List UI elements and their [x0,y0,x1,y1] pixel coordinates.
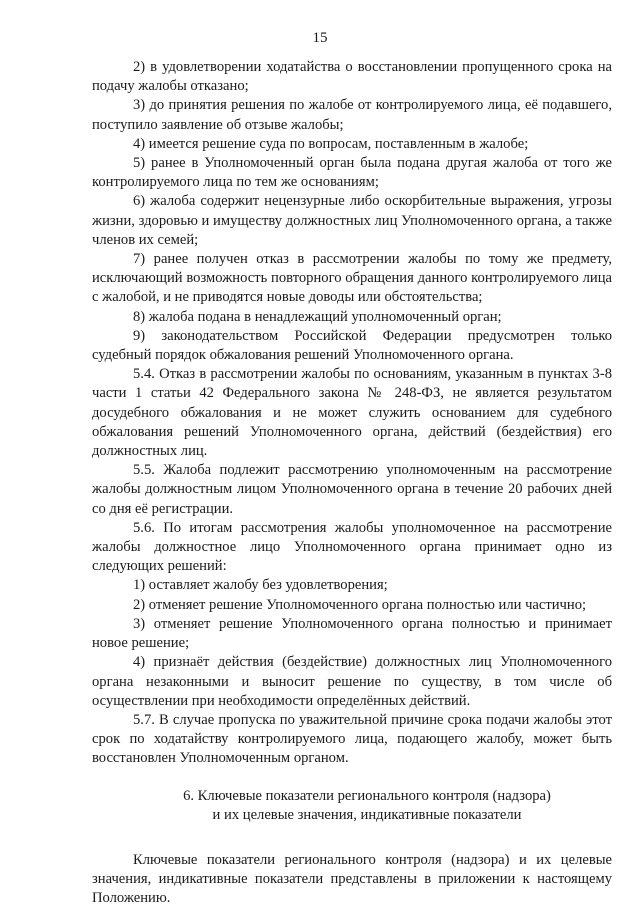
paragraph: 6) жалоба содержит нецензурные либо оскорбительные выражения, угрозы жизни, здоровью и имуществу должностных лиц Уполномоченного органа, а также членов их семей; [92,193,612,248]
paragraph: 4) имеется решение суда по вопросам, поставленным в жалобе; [133,135,529,152]
section-heading-line-2: и их целевые значения, индикативные показатели [212,806,522,823]
paragraph: 2) отменяет решение Уполномоченного органа полностью или частично; [133,596,587,613]
paragraph: Ключевые показатели регионального контроля (надзора) и их целевые значения, индикативные показатели представлены в приложении к настоящему Положению. [92,851,612,906]
section-heading-line-1: 6. Ключевые показатели регионального контроля (надзора) [183,787,551,804]
paragraph: 5.7. В случае пропуска по уважительной причине срока подачи жалобы этот срок по ходатайству контролируемого лица, подающего жалобу, может быть восстановлен Уполномоченным органом. [92,711,612,767]
paragraph: 8) жалоба подана в ненадлежащий уполномоченный орган; [133,308,502,325]
paragraph: 3) до принятия решения по жалобе от контролируемого лица, её подавшего, поступило заявление об отзыве жалобы; [92,97,612,133]
paragraph: 3) отменяет решение Уполномоченного органа полностью и принимает новое решение; [92,615,612,652]
paragraph: 7) ранее получен отказ в рассмотрении жалобы по тому же предмету, исключающий возможность повторного обращения данного контролируемого лица с жалобой, и не приводятся новые доводы или обстоятельства; [92,251,612,306]
spacer [92,825,612,851]
paragraph: 5.6. По итогам рассмотрения жалобы уполномоченное на рассмотрение жалобы должностное лицо Уполномоченного органа принимает одно из следующих решений: [92,519,612,575]
document-body [92,58,612,908]
paragraph: 5) ранее в Уполномоченный орган была подана другая жалоба от того же контролируемого лица по тем же основаниям; [92,155,612,191]
page-number: 15 [312,30,328,46]
paragraph: 5.5. Жалоба подлежит рассмотрению уполномоченным на рассмотрение жалобы должностным лицом Уполномоченного органа в течение 20 рабочих дней со дня её регистрации. [92,462,612,517]
paragraph: 9) законодательством Российской Федерации предусмотрен только судебный порядок обжалования решений Уполномоченного органа. [92,327,612,364]
section-heading [122,787,612,825]
paragraph: 5.4. Отказ в рассмотрении жалобы по основаниям, указанным в пунктах 3-8 части 1 статьи 42 Федерального закона № 248-ФЗ, не является результатом досудебного обжалования и не может служить основанием для судебного обжалования решений Уполномоченного органа, действий (бездействия) его должностных лиц. [92,366,612,460]
paragraph: 4) признаёт действия (бездействие) должностных лиц Уполномоченного органа незаконными и выносит решение по существу, в том числе об осуществлении при необходимости определённых действий. [92,654,612,709]
paragraph: 2) в удовлетворении ходатайства о восстановлении пропущенного срока на подачу жалобы отказано; [92,59,612,95]
paragraph: 1) оставляет жалобу без удовлетворения; [133,577,388,594]
